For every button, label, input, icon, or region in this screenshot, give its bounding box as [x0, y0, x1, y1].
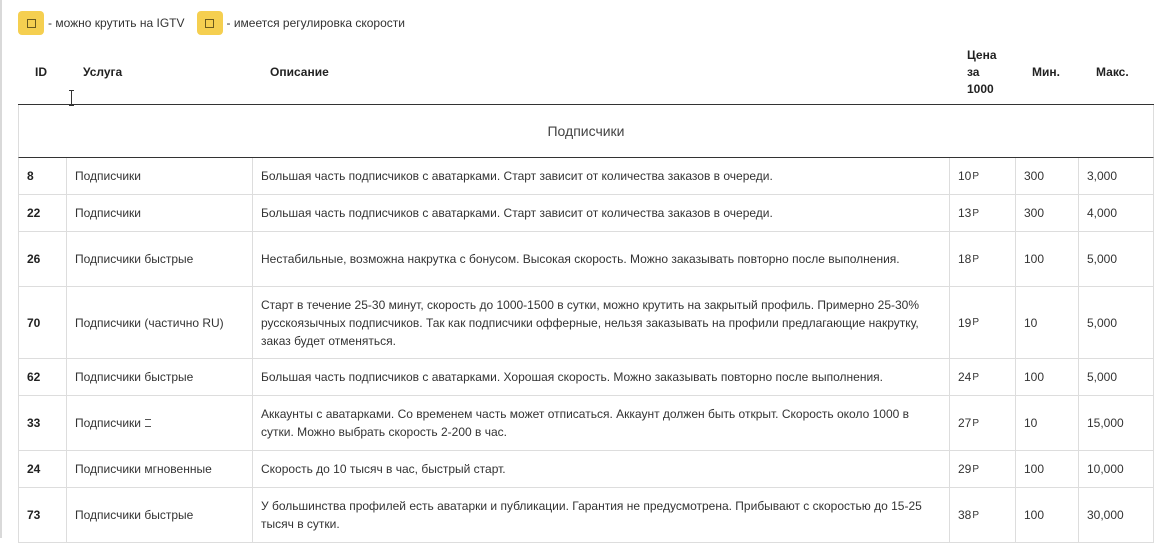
- cell-max: 3,000: [1078, 158, 1154, 194]
- speed-badge: [197, 11, 223, 35]
- table-row[interactable]: [18, 195, 1154, 232]
- text-cursor-icon: [69, 90, 75, 106]
- cell-price: [949, 359, 1015, 395]
- header-service[interactable]: Услуга: [83, 65, 123, 79]
- price-value: 29: [958, 462, 972, 476]
- service-name: Подписчики быстрые: [75, 252, 194, 266]
- header-price-line: Цена: [967, 47, 997, 62]
- cell-description: У большинства профилей есть аватарки и публикации. Гарантия не предусмотрена. Прибывают с скоростью до 15-25 тысяч в сутки.: [252, 488, 949, 542]
- ruble-icon: Р: [972, 371, 980, 383]
- table-row[interactable]: [18, 359, 1154, 396]
- cell-id: 22: [18, 195, 66, 231]
- cell-min: 10: [1015, 287, 1078, 358]
- cell-price: [949, 488, 1015, 542]
- cell-service: [66, 488, 252, 542]
- price-value: 38: [958, 508, 972, 522]
- ruble-icon: Р: [972, 317, 980, 328]
- cell-description: Старт в течение 25-30 минут, скорость до 1000-1500 в сутки, можно крутить на закрытый профиль. Примерно 25-30% русскоязычных подписчиков. Так как подписчики офферные, нельзя заказывать на профили предлагающие накрутку, заказ будет отменяться.: [252, 287, 949, 358]
- speed-square-icon: [205, 19, 214, 28]
- service-name: Подписчики быстрые: [75, 370, 194, 384]
- ruble-icon: Р: [972, 207, 980, 219]
- igtv-badge: [18, 11, 44, 35]
- service-name: Подписчики: [75, 416, 142, 430]
- cell-price: [949, 158, 1015, 194]
- header-max[interactable]: Макс.: [1096, 65, 1129, 79]
- cell-price: [949, 195, 1015, 231]
- cell-service: [66, 396, 252, 450]
- table-row[interactable]: [18, 158, 1154, 195]
- cell-min: 100: [1015, 232, 1078, 286]
- cell-min: 100: [1015, 488, 1078, 542]
- header-price-line: за: [967, 64, 980, 79]
- legend: [18, 10, 417, 36]
- cell-max: 5,000: [1078, 359, 1154, 395]
- service-name: Подписчики быстрые: [75, 508, 194, 522]
- header-id[interactable]: ID: [35, 65, 47, 79]
- cell-price: [949, 287, 1015, 358]
- legend-igtv-text: - можно крутить на IGTV: [48, 16, 185, 30]
- service-name: Подписчики: [75, 169, 142, 183]
- ruble-icon: Р: [972, 253, 980, 265]
- cell-description: Скорость до 10 тысяч в час, быстрый старт.: [252, 451, 949, 487]
- header-price[interactable]: [967, 40, 1017, 104]
- cell-id: 62: [18, 359, 66, 395]
- service-name: Подписчики (частично RU): [75, 315, 224, 330]
- section-title: Подписчики: [18, 105, 1154, 158]
- header-min[interactable]: Мин.: [1032, 65, 1060, 79]
- table-row[interactable]: [18, 287, 1154, 359]
- price-value: 10: [958, 169, 972, 183]
- cell-id: 70: [18, 287, 66, 358]
- cell-max: 5,000: [1078, 232, 1154, 286]
- price-value: 18: [958, 252, 972, 266]
- table-row[interactable]: [18, 232, 1154, 287]
- cell-service: [66, 451, 252, 487]
- cell-id: 26: [18, 232, 66, 286]
- cell-min: 300: [1015, 158, 1078, 194]
- service-name: Подписчики: [75, 206, 142, 220]
- table-body: [18, 158, 1154, 543]
- services-table: [18, 40, 1154, 543]
- price-value: 13: [958, 206, 972, 220]
- cell-service: [66, 287, 252, 358]
- ruble-icon: Р: [972, 170, 980, 182]
- ruble-icon: Р: [972, 509, 980, 521]
- cell-id: 8: [18, 158, 66, 194]
- cell-description: Большая часть подписчиков с аватарками. Старт зависит от количества заказов в очереди.: [252, 195, 949, 231]
- service-name: Подписчики мгновенные: [75, 462, 212, 476]
- cell-min: 10: [1015, 396, 1078, 450]
- cell-price: [949, 396, 1015, 450]
- cell-service: [66, 158, 252, 194]
- header-description[interactable]: Описание: [270, 65, 329, 79]
- ruble-icon: Р: [972, 463, 980, 475]
- page-left-border: [0, 0, 2, 538]
- cell-max: 5,000: [1078, 287, 1154, 358]
- cell-service: [66, 359, 252, 395]
- price-value: 27: [958, 416, 972, 430]
- price-value: 24: [958, 370, 972, 384]
- table-header: [18, 40, 1154, 105]
- cell-max: 15,000: [1078, 396, 1154, 450]
- cell-price: [949, 232, 1015, 286]
- cell-id: 33: [18, 396, 66, 450]
- price-value: 19: [958, 315, 972, 330]
- cell-max: 4,000: [1078, 195, 1154, 231]
- cell-description: Большая часть подписчиков с аватарками. Старт зависит от количества заказов в очереди.: [252, 158, 949, 194]
- table-row[interactable]: [18, 488, 1154, 543]
- cell-service: [66, 195, 252, 231]
- cell-min: 100: [1015, 451, 1078, 487]
- legend-speed-text: - имеется регулировка скорости: [226, 16, 405, 30]
- cell-service: [66, 232, 252, 286]
- cell-max: 10,000: [1078, 451, 1154, 487]
- cell-id: 24: [18, 451, 66, 487]
- table-row[interactable]: [18, 396, 1154, 451]
- cell-description: Большая часть подписчиков с аватарками. Хорошая скорость. Можно заказывать повторно после выполнения.: [252, 359, 949, 395]
- cell-min: 100: [1015, 359, 1078, 395]
- igtv-square-icon: [27, 19, 36, 28]
- ruble-icon: Р: [972, 417, 980, 429]
- cell-price: [949, 451, 1015, 487]
- header-price-line: 1000: [967, 81, 994, 96]
- cell-description: Аккаунты с аватарками. Со временем часть может отписаться. Аккаунт должен быть открыт. Скорость около 1000 в сутки. Можно выбрать скорость 2-200 в час.: [252, 396, 949, 450]
- speed-control-icon: [145, 419, 151, 427]
- table-row[interactable]: [18, 451, 1154, 488]
- cell-max: 30,000: [1078, 488, 1154, 542]
- cell-id: 73: [18, 488, 66, 542]
- cell-min: 300: [1015, 195, 1078, 231]
- cell-description: Нестабильные, возможна накрутка с бонусом. Высокая скорость. Можно заказывать повторно после выполнения.: [252, 232, 949, 286]
